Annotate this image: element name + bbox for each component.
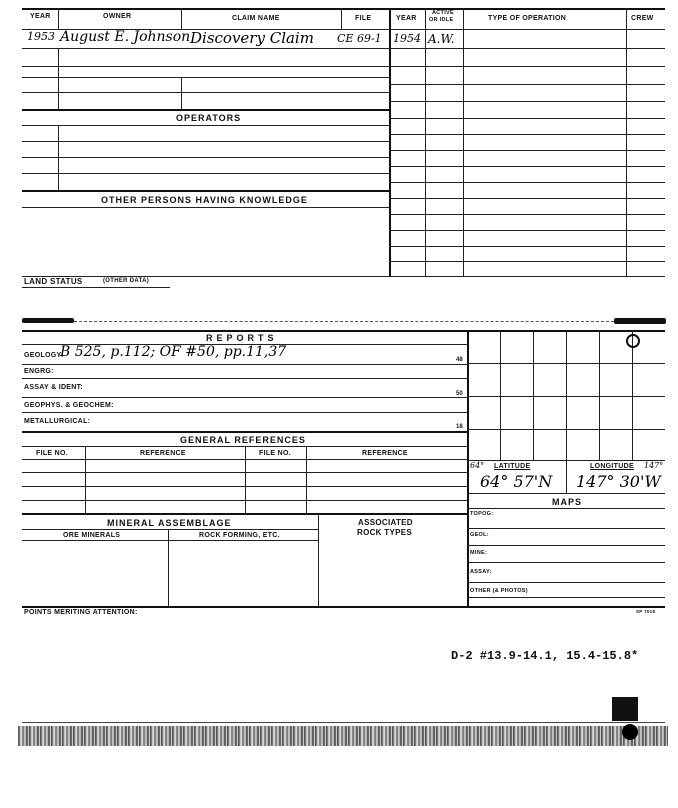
grid-line: [389, 134, 665, 135]
scan-mark: [614, 318, 666, 324]
operators-heading: OPERATORS: [176, 113, 242, 123]
hdr-divider: [341, 8, 342, 29]
entry-file: CE 69-1: [337, 32, 382, 45]
col-claim-name: CLAIM NAME: [232, 15, 280, 22]
row-line: [22, 92, 389, 93]
col-year: YEAR: [30, 13, 51, 20]
scan-block: [612, 697, 638, 721]
loc-grid-v: [566, 330, 567, 460]
loc-grid-h: [467, 363, 665, 364]
col-type-of-operation: TYPE OF OPERATION: [488, 15, 567, 22]
longitude-value: 147° 30'W: [576, 472, 661, 491]
row-line: [22, 66, 389, 67]
row-line: [22, 125, 389, 126]
row-line: [22, 364, 467, 365]
grid-line: [389, 166, 665, 167]
land-status-sub: (OTHER DATA): [103, 278, 150, 284]
grid-line: [389, 230, 665, 231]
grid-line: [389, 84, 665, 85]
maps-heading: MAPS: [552, 497, 583, 507]
grid-line: [389, 261, 665, 262]
row-line: [22, 378, 467, 379]
topog-label: TOPOG:: [470, 511, 494, 517]
top-border: [22, 8, 665, 10]
col-active-idle-1: ACTIVE: [432, 10, 454, 16]
metallurgical-label: METALLURGICAL:: [24, 418, 91, 425]
general-references-heading: GENERAL REFERENCES: [180, 435, 306, 445]
row-line: [22, 412, 467, 413]
lat-lon-divider: [566, 460, 567, 493]
row-line: [22, 173, 389, 174]
operators-top: [22, 109, 389, 111]
assay-map-label: ASSAY:: [470, 569, 492, 575]
col-reference-2: REFERENCE: [362, 450, 408, 457]
assay-ident-label: ASSAY & IDENT:: [24, 384, 84, 391]
grid-line: [389, 66, 665, 67]
entry-owner: August E. Johnson: [60, 29, 191, 45]
grid-line: [389, 214, 665, 215]
associated-rock-types-2: ROCK TYPES: [357, 528, 413, 537]
geology-label: GEOLOGY:: [24, 352, 64, 359]
col-active-idle-2: OR IDLE: [429, 17, 454, 23]
mineral-top: [22, 513, 467, 515]
owner-col-divider: [58, 48, 59, 109]
row-line: [22, 48, 665, 49]
other-persons-top: [22, 190, 389, 192]
grid-line: [389, 246, 665, 247]
top-table-bottom: [22, 276, 665, 277]
longitude-label: LONGITUDE: [590, 463, 634, 470]
grid-line: [389, 182, 665, 183]
col-year2: YEAR: [396, 15, 417, 22]
ref-col-divider: [245, 446, 246, 513]
hdr-divider: [181, 8, 182, 29]
scan-blot: [622, 724, 638, 740]
geol-label: GEOL:: [470, 532, 489, 538]
maps-top: [467, 493, 665, 494]
scan-rule: [22, 722, 665, 723]
mine-label: MINE:: [470, 550, 488, 556]
num-48: 48: [456, 357, 463, 363]
hdr-divider: [58, 8, 59, 29]
loc-grid-v: [533, 330, 534, 460]
other-persons-heading: OTHER PERSONS HAVING KNOWLEDGE: [101, 195, 308, 205]
scan-mark: [22, 318, 74, 323]
loc-grid-v: [599, 330, 600, 460]
reports-heading: REPORTS: [206, 333, 278, 343]
row-line: [22, 540, 318, 541]
row-line: [467, 562, 665, 563]
other-photos-label: OTHER (& PHOTOS): [470, 588, 528, 594]
row-line: [22, 529, 318, 530]
loc-grid-h: [467, 396, 665, 397]
loc-grid-v: [500, 330, 501, 460]
latitude-value: 64° 57'N: [480, 472, 553, 491]
row-line: [22, 397, 467, 398]
row-line: [467, 597, 665, 598]
engrg-label: ENGRG:: [24, 368, 54, 375]
entry-year: 1953: [27, 30, 55, 43]
mineral-col-divider: [168, 529, 169, 606]
land-status-underline: [22, 287, 170, 288]
entry-claim-name: Discovery Claim: [190, 29, 314, 47]
lon-prefix: 147°: [644, 461, 664, 470]
mineral-assemblage-heading: MINERAL ASSEMBLAGE: [107, 518, 232, 528]
num-50: 50: [456, 391, 463, 397]
num-18: 18: [456, 424, 463, 430]
grid-line: [389, 101, 665, 102]
latitude-label: LATITUDE: [494, 463, 531, 470]
grid-line: [389, 150, 665, 151]
operators-col-divider: [58, 125, 59, 190]
points-meriting-label: POINTS MERITING ATTENTION:: [24, 609, 138, 616]
row-line: [467, 545, 665, 546]
dashed-rule: [74, 321, 614, 322]
grid-line: [389, 118, 665, 119]
loc-grid-v: [632, 330, 633, 460]
owner-col-divider: [181, 77, 182, 109]
land-status-label: LAND STATUS: [24, 277, 83, 286]
row-line: [22, 141, 389, 142]
rock-forming-label: ROCK FORMING, ETC.: [199, 532, 280, 539]
entry-active: A.W.: [428, 32, 455, 46]
form-number: SP 7018: [636, 609, 656, 614]
scan-noise-band: [18, 726, 668, 746]
ref-col-divider: [85, 446, 86, 513]
entry-year2: 1954: [393, 32, 421, 45]
ore-minerals-label: ORE MINERALS: [63, 532, 121, 539]
ref-col-divider: [306, 446, 307, 513]
row-line: [467, 528, 665, 529]
loc-grid-h: [467, 429, 665, 430]
row-line: [22, 207, 389, 208]
col-file-no-1: FILE NO.: [36, 450, 68, 457]
mineral-col-divider: [318, 513, 319, 606]
gen-ref-top: [22, 431, 467, 433]
associated-rock-types-1: ASSOCIATED: [358, 518, 413, 527]
geophys-label: GEOPHYS. & GEOCHEM:: [24, 402, 114, 409]
lat-prefix: 64°: [470, 461, 485, 470]
col-owner: OWNER: [103, 13, 132, 20]
row-line: [467, 582, 665, 583]
geology-value: B 525, p.112; OF #50, pp.11,37: [60, 344, 287, 360]
col-file: FILE: [355, 15, 372, 22]
col-file-no-2: FILE NO.: [259, 450, 291, 457]
row-line: [22, 77, 389, 78]
row-line: [22, 157, 389, 158]
reports-top: [22, 330, 665, 332]
col-crew: CREW: [631, 15, 654, 22]
col-reference-1: REFERENCE: [140, 450, 186, 457]
row-line: [467, 508, 665, 509]
north-arrow-icon: [626, 334, 640, 348]
grid-line: [389, 198, 665, 199]
bottom-rule: [22, 606, 665, 608]
reports-right-divider: [467, 330, 469, 606]
typed-reference: D-2 #13.9-14.1, 15.4-15.8*: [451, 649, 639, 663]
